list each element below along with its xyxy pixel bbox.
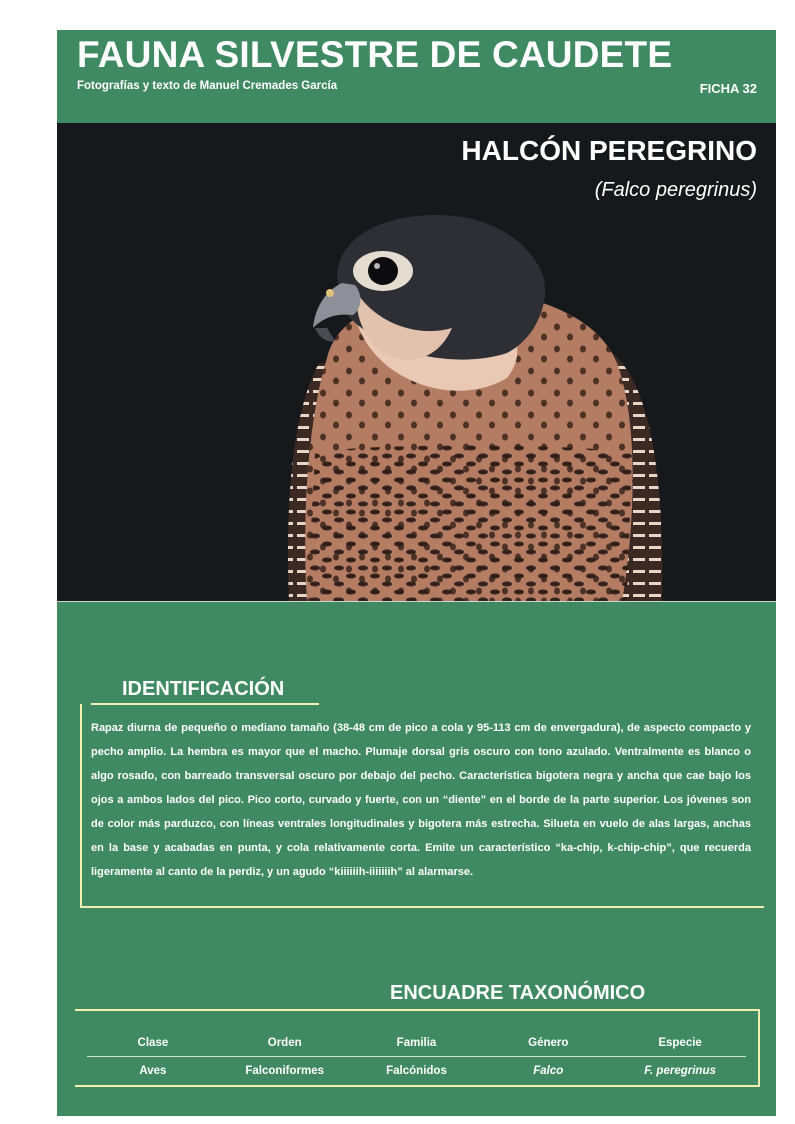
header-especie: Especie — [658, 1037, 702, 1049]
taxonomy-title: ENCUADRE TAXONÓMICO — [390, 982, 646, 1004]
value-especie: F. peregrinus — [644, 1065, 716, 1077]
header-clase: Clase — [137, 1037, 169, 1049]
header-genero: Género — [528, 1037, 569, 1049]
taxonomy-value-row — [87, 1057, 746, 1087]
header — [57, 30, 776, 123]
taxonomy-header-row — [87, 1030, 746, 1056]
fact-sheet — [57, 30, 776, 1116]
species-scientific-name: (Falco peregrinus) — [594, 179, 757, 201]
value-familia: Falcónidos — [386, 1065, 447, 1077]
species-common-name: HALCÓN PEREGRINO — [461, 135, 757, 166]
identification-title: IDENTIFICACIÓN — [122, 678, 285, 700]
value-orden: Falconiformes — [245, 1065, 324, 1077]
identification-text: Rapaz diurna de pequeño o mediano tamaño (38-48 cm de pico a cola y 95-113 cm de envergadura), de aspecto compacto y pecho amplio. La hembra es mayor que el macho. Plumaje dorsal gris oscuro con tono azulado. Ventralmente es blanco o algo rosado, con barreado transversal oscuro por debajo del pecho. Característica bigotera negra y ancha que cae bajo los ojos a ambos lados del pico. Pico corto, curvado y fuerte, con un “diente” en el borde de la parte superior. Los jóvenes son de color más parduzco, con líneas ventrales longitudinales y bigotera más estrecha. Silueta en vuelo de alas largas, anchas en la base y acabadas en punta, y cola relativamente corta. Emite un característico “ka-chip, k-chip-chip”, que recuerda ligeramente al canto de la perdiz, y un agudo “kiiiiiih-iiiiiiih” al alarmarse. — [91, 722, 751, 878]
header-orden: Orden — [267, 1037, 302, 1049]
photo-credits: Fotografías y texto de Manuel Cremades García — [77, 80, 338, 92]
header-familia: Familia — [396, 1037, 437, 1049]
publication-title: FAUNA SILVESTRE DE CAUDETE — [77, 34, 673, 75]
sheet-number: FICHA 32 — [699, 81, 757, 96]
photo-divider — [57, 601, 776, 602]
value-clase: Aves — [139, 1065, 167, 1077]
taxonomy-table — [87, 1030, 746, 1087]
value-genero: Falco — [533, 1065, 564, 1077]
falcon-photo — [57, 123, 776, 602]
